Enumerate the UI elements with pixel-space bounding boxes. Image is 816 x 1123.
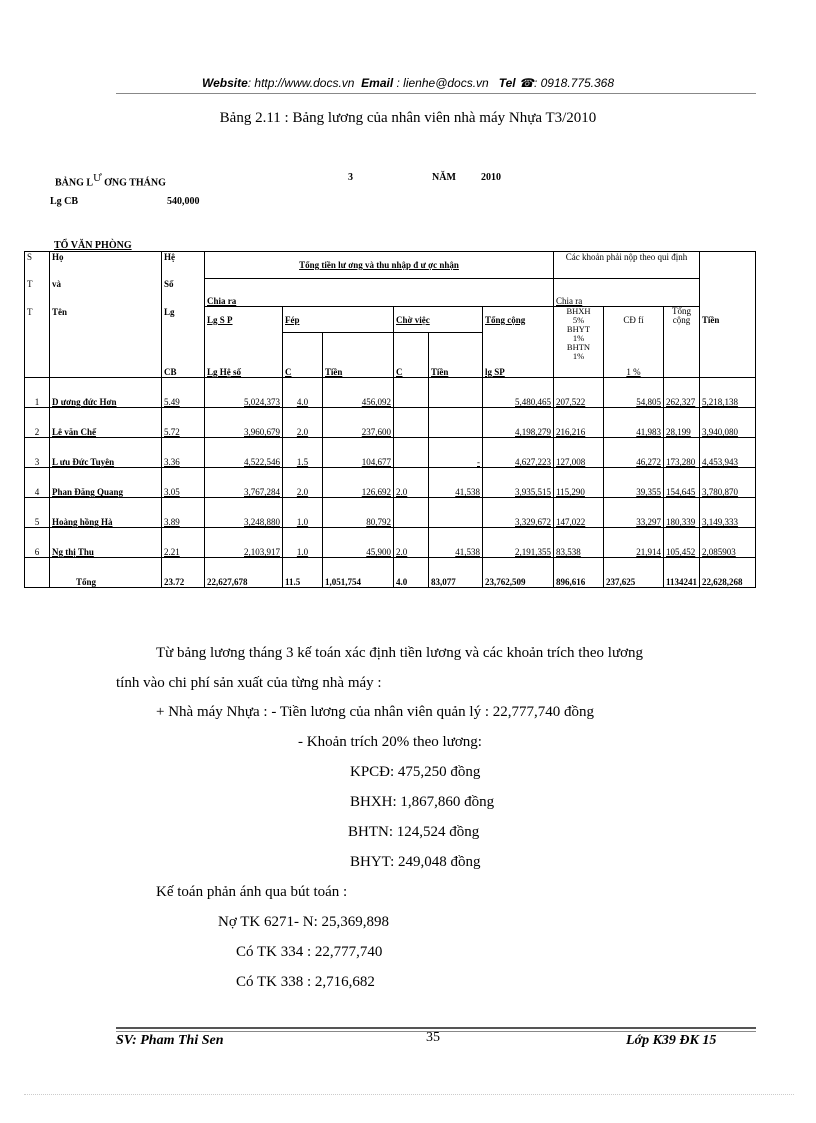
footer-rule	[116, 1027, 756, 1029]
paragraph-line: tính vào chi phí sản xuất của từng nhà máy :	[116, 675, 382, 691]
email-value: : lienhe@docs.vn	[396, 76, 489, 90]
footer-class: Lớp K39 ĐK 15	[626, 1033, 717, 1048]
table-row: 3 L ưu Đức Tuyên 3.36 4,522,546 1.5 104,677 - 4,627,223 127,008 46,272 173,280 4,453,943	[25, 438, 756, 468]
base-salary-label: Lg CB	[50, 196, 79, 207]
credit-entry: Có TK 334 : 22,777,740	[236, 944, 383, 960]
net-header: Tiền	[700, 307, 756, 333]
table-row: 6 Ng thị Thu 2.21 2,103,917 1.0 45,900 2.0 41,538 2,191,355 83,538 21,914 105,452 2,085903	[25, 528, 756, 558]
kpcd-line: KPCĐ: 475,250 đồng	[350, 764, 481, 780]
page-header	[0, 76, 816, 90]
department-name: TỔ VĂN PHÒNG	[54, 240, 132, 251]
table-row: 1 D ương đức Hơn 5.49 5,024,373 4.0 456,092 5,480,465 207,522 54,805 262,327 5,218,138	[25, 378, 756, 408]
chia-ra-label: Chia ra	[205, 279, 554, 307]
col-name-header: Họ	[50, 252, 162, 279]
bottom-dotted-rule	[24, 1094, 794, 1095]
debit-entry: Nợ TK 6271- N: 25,369,898	[218, 914, 389, 930]
page-number: 35	[426, 1030, 440, 1045]
form-year-label: NĂM	[432, 172, 456, 183]
lesp-header: lg SP	[483, 333, 554, 378]
fep-header: Fép	[283, 307, 394, 333]
paragraph-line: + Nhà máy Nhựa : - Tiền lương của nhân viên quản lý : 22,777,740 đồng	[156, 704, 595, 720]
table-row: 2 Lê văn Chế 5.72 3,960,679 2.0 237,600 4,198,279 216,216 41,983 28,199 3,940,080	[25, 408, 756, 438]
table-row: 4 Phan Đăng Quang 3.05 3,767,284 2.0 126,692 2.0 41,538 3,935,515 115,290 39,355 154,645 3,780,870	[25, 468, 756, 498]
website-value: : http://www.docs.vn	[247, 76, 355, 90]
paragraph-line: Kế toán phản ánh qua bút toán :	[156, 884, 348, 900]
col-coef-header: Hệ	[162, 252, 205, 279]
paragraph-line: ‐ Khoản trích 20% theo lương:	[298, 734, 482, 750]
table-row: 5 Hoàng hồng Hà 3.89 3,248,880 1.0 80,792 3,329,672 147,022 33,297 180,339 3,149,333	[25, 498, 756, 528]
email-label: Email	[361, 76, 394, 90]
phone-icon: ☎	[519, 76, 534, 90]
header-rule	[116, 93, 756, 94]
bhxh-line: BHXH: 1,867,860 đồng	[350, 794, 495, 810]
lghs-header: Lg Hệ số	[205, 333, 283, 378]
bh-header: BHXH 5% BHYT 1% BHTN 1%	[554, 307, 604, 378]
paragraph-line: Từ bảng lương tháng 3 kế toán xác định tiền lương và các khoản trích theo lương	[156, 645, 644, 661]
col-stt-header: S	[25, 252, 50, 279]
choviec-header: Chờ việc	[394, 307, 483, 333]
tel-value: : 0918.775.368	[533, 76, 615, 90]
footer-author: SV: Pham Thi Sen	[116, 1033, 224, 1048]
bhtn-line: BHTN: 124,524 đồng	[348, 824, 480, 840]
base-salary-value: 540,000	[167, 196, 200, 207]
lgsp-header: Lg S P	[205, 307, 283, 333]
page-title: Bảng 2.11 : Bảng lương của nhân viên nhà máy Nhựa T3/2010	[219, 110, 597, 126]
form-title: BẢNG $L^Ư$ ƠNG THÁNG	[55, 172, 166, 189]
tong-deduct-header: Tổng cộng	[664, 307, 700, 333]
deductions-group-header: Các khoản phải nộp theo qui định	[554, 252, 700, 279]
credit-entry: Có TK 338 : 2,716,682	[236, 974, 375, 990]
form-month: 3	[348, 172, 353, 183]
total-income-group-header: Tổng tiền lư ơng và thu nhập đ ư ợc nhận	[205, 252, 554, 279]
form-year: 2010	[481, 172, 501, 183]
tel-label: Tel	[498, 76, 516, 90]
tongcong-header: Tổng cộng	[483, 307, 554, 333]
cd-header: CĐ fí	[604, 307, 664, 333]
website-label: Website	[201, 76, 248, 90]
bhyt-line: BHYT: 249,048 đồng	[350, 854, 481, 870]
salary-table: S Họ Hệ Tổng tiền lư ơng và thu nhập đ ư ợc nhận Các khoản phải nộp theo qui định T và Số Chia ra Chia ra T Tên Lg Lg S P Fép Chờ việc Tổng cộng BHXH 5% BHYT 1% BHTN 1% CĐ fí Tổng cộng Tiền CB Lg Hệ số C Tiền C Tiền lg SP 1 % 1 D ương đức Hơn 5.49 5,024,373 4.0 456,092 5,480,465 207,522 54,805 262,327 5,218,138 2 Lê văn Chế 5.72 3,960,679 2.0 237,600 4,198,279 216,216 41,983 28,199 3,940,080 3 L ưu Đức Tuyên 3.36 4,522,546 1.5 104,677 - 4,627,223 127,008 46,272 173,280 4,453,943 4 Phan Đăng Quang 3.05 3,767,284 2.0 126,692 2.0 41,538 3,935,515 115,290 39,355 154,645 3,780,870 5 Hoàng hồng Hà 3.89 3,248,880 1.0 80,792 3,329,672 147,022 33,297 180,339 3,149,333 6 Ng thị Thu 2.21 2,103,917 1.0 45,900 2.0 41,538 2,191,355 83,538 21,914 105,452 2,085903 Tổng 23.72 22,627,678 11.5 1,051,754 4.0 83,077 23,762,509 896,616 237,625 1134241 22,628,268	[24, 251, 756, 588]
table-total-row: Tổng 23.72 22,627,678 11.5 1,051,754 4.0 83,077 23,762,509 896,616 237,625 1134241 22,628,268	[25, 558, 756, 588]
chia-ra-deduct-label: Chia ra	[554, 279, 700, 307]
